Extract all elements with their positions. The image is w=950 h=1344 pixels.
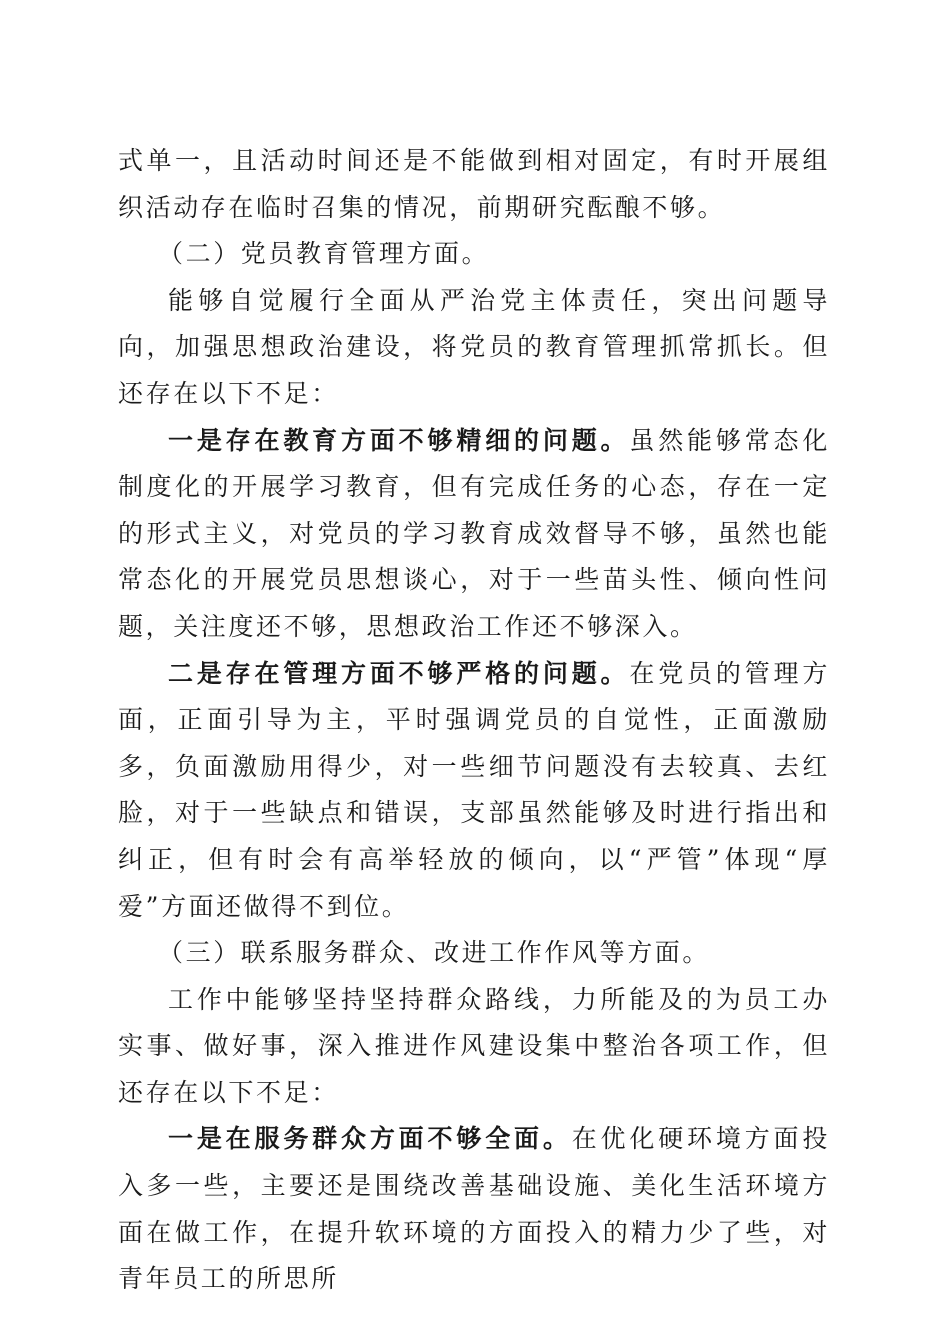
section-2-intro: 能够自觉履行全面从严治党主体责任，突出问题导向，加强思想政治建设，将党员的教育管理抓常抓长。但还存在以下不足： [118,285,830,408]
section-3-heading: （三）联系服务群众、改进工作作风等方面。 [158,938,711,968]
section-2-item-2-body: 在党员的管理方面，正面引导为主，平时强调党员的自觉性，正面激励多，负面激励用得少，对一些细节问题没有去较真、去红脸，对于一些缺点和错误，支部虽然能够及时进行指出和纠正，但有时会有高举轻放的倾向，以“严管”体现“厚爱”方面还做得不到位。 [118,658,830,921]
section-2-item-1-body: 虽然能够常态化制度化的开展学习教育，但有完成任务的心态，存在一定的形式主义，对党员的学习教育成效督导不够，虽然也能常态化的开展党员思想谈心，对于一些苗头性、倾向性问题，关注度还不够，思想政治工作还不够深入。 [118,425,830,641]
section-3-item-1-body: 在优化硬环境方面投入多一些，主要还是围绕改善基础设施、美化生活环境方面在做工作，在提升软环境的方面投入的精力少了些，对青年员工的所思所 [118,1124,830,1294]
section-2-item-1-lead: 一是存在教育方面不够精细的问题。 [168,425,630,455]
continuation-paragraph: 式单一，且活动时间还是不能做到相对固定，有时开展组织活动存在临时召集的情况，前期研究酝酿不够。 [118,146,830,222]
section-2-item-1 [118,418,830,651]
section-3-intro: 工作中能够坚持坚持群众路线，力所能及的为员工办实事、做好事，深入推进作风建设集中整治各项工作，但还存在以下不足： [118,984,830,1107]
section-2-item-2-lead: 二是存在管理方面不够严格的问题。 [168,658,630,688]
document-body [118,138,830,1303]
section-2-heading: （二）党员教育管理方面。 [158,239,490,269]
section-3-item-1 [118,1116,830,1302]
section-3-item-1-lead: 一是在服务群众方面不够全面。 [168,1124,572,1154]
section-2-item-2 [118,651,830,931]
